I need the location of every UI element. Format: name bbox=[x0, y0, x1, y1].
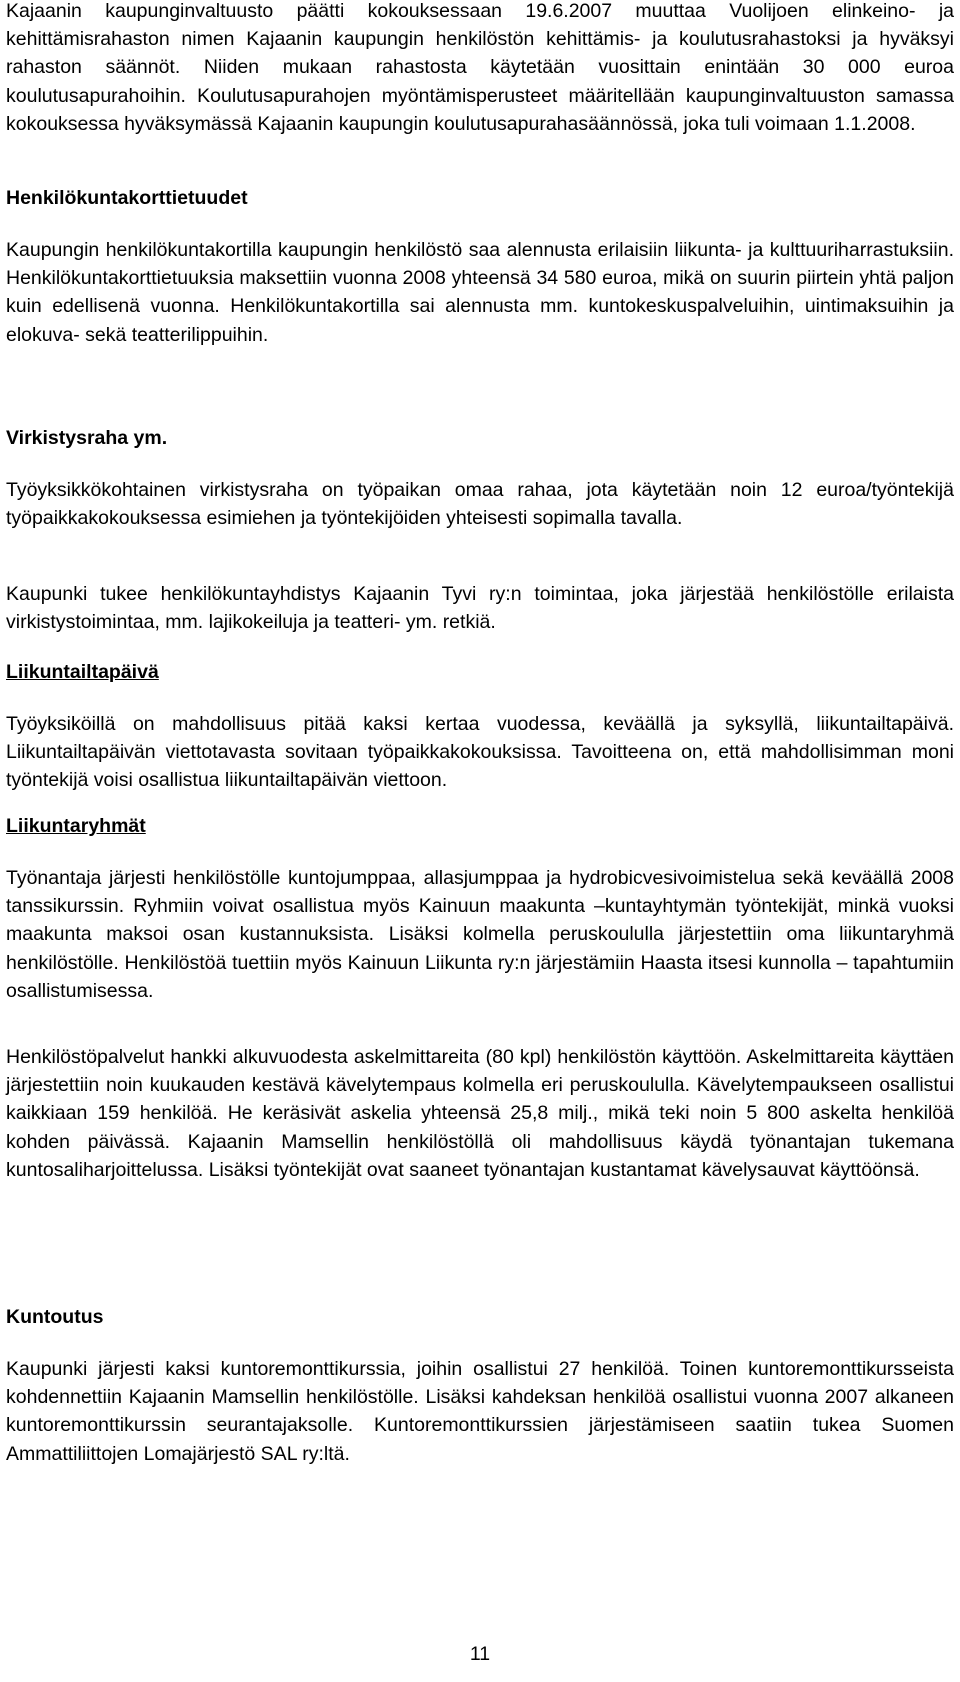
section-heading-kuntoutus: Kuntoutus bbox=[6, 1306, 104, 1328]
page-number: 11 bbox=[469, 1643, 491, 1665]
section-heading-liikuntailtapaiva: Liikuntailtapäivä bbox=[6, 661, 159, 683]
section-heading-virkistysraha: Virkistysraha ym. bbox=[6, 427, 168, 449]
section-heading-henkilokuntakortti: Henkilökuntakorttietuudet bbox=[6, 187, 248, 209]
kuntoutus-paragraph: Kaupunki järjesti kaksi kuntoremonttikurssia, joihin osallistui 27 henkilöä. Toinen kuntoremonttikursseista kohdennettiin Kajaanin Mamsellin henkilöstölle. Lisäksi kahdeksan henkilöä osallistui vuonna 2007 alkaneen kuntoremonttikurssin seurantajaksolle. Kuntoremonttikurssien järjestämiseen saatiin tukea Suomen Ammattiliittojen Lomajärjestö SAL ry:ltä. bbox=[6, 1358, 954, 1465]
intro-paragraph: Kajaanin kaupunginvaltuusto päätti kokouksessaan 19.6.2007 muuttaa Vuolijoen elinkeino- ja kehittämisrahaston nimen Kajaanin kaupungin henkilöstön kehittämis- ja koulutusrahastoksi ja hyväksyi rahaston säännöt. Niiden mukaan rahastosta käytetään vuosittain enintään 30 000 euroa koulutusapurahoihin. Koulutusapurahojen myöntämisperusteet määritellään kaupunginvaltuuston samassa kokouksessa hyväksymässä Kajaanin kaupungin koulutusapurahasäännössä, joka tuli voimaan 1.1.2008. bbox=[6, 0, 954, 135]
liikuntailtapaiva-paragraph: Työyksiköillä on mahdollisuus pitää kaksi kertaa vuodessa, keväällä ja syksyllä, liikuntailtapäivä. Liikuntailtapäivän viettotavasta sovitaan työpaikkakokouksissa. Tavoitteena on, että mahdollisimman moni työntekijä voisi osallistua liikuntailtapäivän viettoon. bbox=[6, 713, 954, 792]
virkistysraha-paragraph-1: Työyksikkökohtainen virkistysraha on työpaikan omaa rahaa, jota käytetään noin 12 euroa/työntekijä työpaikkakokouksessa esimiehen ja työntekijöiden yhteisesti sopimalla tavalla. bbox=[6, 479, 954, 530]
section-heading-liikuntaryhmat: Liikuntaryhmät bbox=[6, 815, 146, 837]
virkistysraha-paragraph-2: Kaupunki tukee henkilökuntayhdistys Kajaanin Tyvi ry:n toimintaa, joka järjestää henkilöstölle erilaista virkistystoimintaa, mm. lajikokeiluja ja teatteri- ym. retkiä. bbox=[6, 583, 954, 634]
liikuntaryhmat-paragraph-1: Työnantaja järjesti henkilöstölle kuntojumppaa, allasjumppaa ja hydrobicvesivoimistelua sekä keväällä 2008 tanssikurssin. Ryhmiin voivat osallistua myös Kainuun maakunta –kuntayhtymän työntekijät, minkä vuoksi maakunta maksoi osan kustannuksista. Lisäksi kolmella peruskoululla järjestettiin oma liikuntaryhmä henkilöstölle. Henkilöstöä tuettiin myös Kainuun Liikunta ry:n järjestämiin Haasta itsesi kunnolla – tapahtumiin osallistumisessa. bbox=[6, 867, 954, 1002]
henkilokuntakortti-paragraph: Kaupungin henkilökuntakortilla kaupungin henkilöstö saa alennusta erilaisiin liikunta- ja kulttuuriharrastuksiin. Henkilökuntakorttietuuksia maksettiin vuonna 2008 yhteensä 34 580 euroa, mikä on suurin piirtein yhtä paljon kuin edellisenä vuonna. Henkilökuntakortilla sai alennusta mm. kuntokeskuspalveluihin, uintimaksuihin ja elokuva- sekä teatterilippuihin. bbox=[6, 239, 954, 346]
liikuntaryhmat-paragraph-2: Henkilöstöpalvelut hankki alkuvuodesta askelmittareita (80 kpl) henkilöstön käyttöön. Askelmittareita käyttäen järjestettiin noin kuukauden kestävä kävelytempaus kolmella eri peruskoululla. Kävelytempaukseen osallistui kaikkiaan 159 henkilöä. He keräsivät askelia yhteensä 25,8 milj., mikä teki noin 5 800 askelta henkilöä kohden päivässä. Kajaanin Mamsellin henkilöstöllä oli mahdollisuus käydä työnantajan tukemana kuntosaliharjoittelussa. Lisäksi työntekijät ovat saaneet työnantajan kustantamat kävelysauvat käyttöönsä. bbox=[6, 1046, 954, 1181]
